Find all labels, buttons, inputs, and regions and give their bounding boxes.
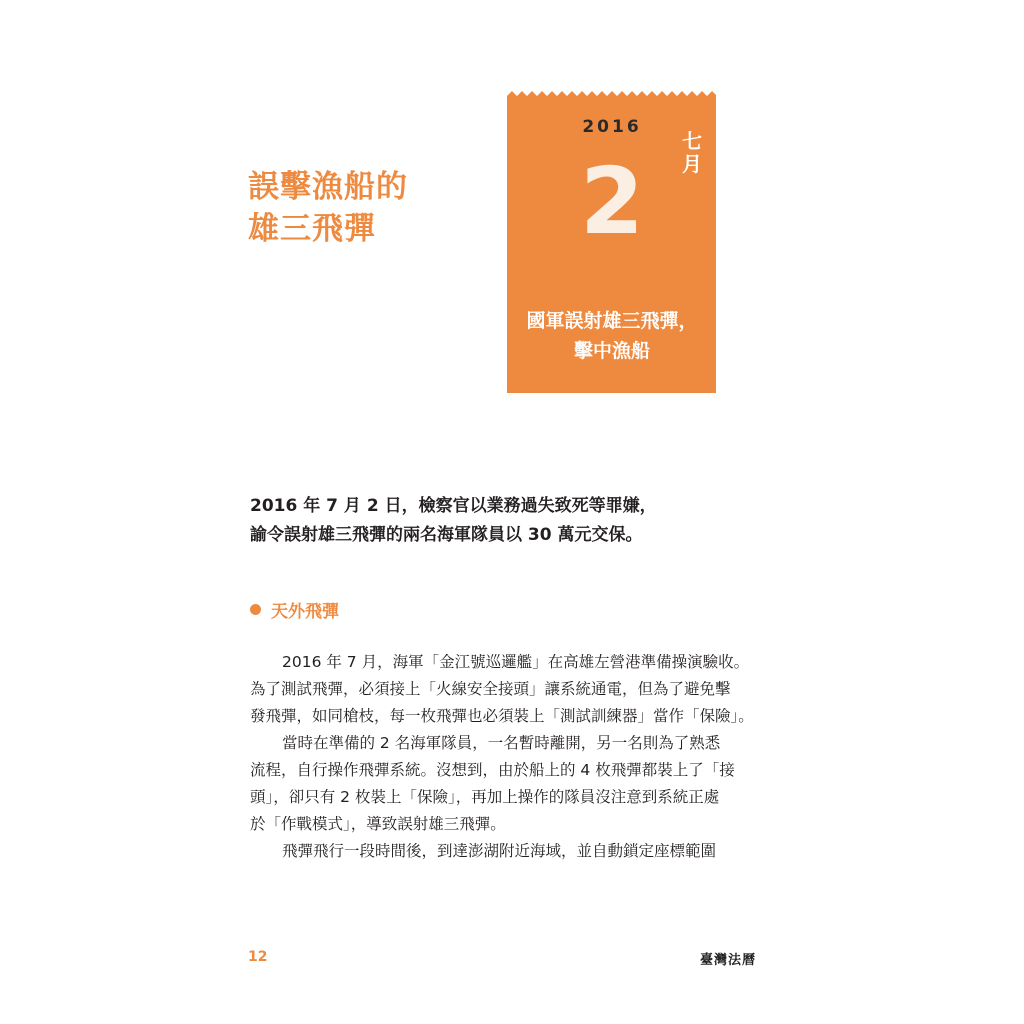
calendar-page bbox=[507, 90, 716, 393]
calendar-event bbox=[507, 306, 717, 366]
calendar-month-char-2: 月 bbox=[682, 152, 702, 176]
calendar-event-line-2: 擊中漁船 bbox=[573, 340, 650, 362]
body-text bbox=[250, 649, 762, 865]
book-title: 臺灣法曆 bbox=[700, 953, 757, 968]
page-number: 12 bbox=[248, 949, 268, 965]
calendar-year: 2016 bbox=[582, 117, 642, 137]
chapter-title bbox=[248, 166, 478, 250]
body-line-7: 於「作戰模式」，導致誤射雄三飛彈。 bbox=[250, 815, 506, 833]
calendar-day: 2 bbox=[579, 148, 644, 255]
body-line-5: 流程，自行操作飛彈系統。沒想到，由於船上的 4 枚飛彈都裝上了「接 bbox=[250, 761, 735, 779]
summary-line-2: 諭令誤射雄三飛彈的兩名海軍隊員以 30 萬元交保。 bbox=[250, 525, 643, 545]
body-line-6: 頭」，卻只有 2 枚裝上「保險」，再加上操作的隊員沒注意到系統正處 bbox=[250, 788, 720, 806]
body-line-3: 發飛彈，如同槍枝，每一枚飛彈也必須裝上「測試訓練器」當作「保險」。 bbox=[250, 707, 754, 725]
chapter-title-line-2: 雄三飛彈 bbox=[248, 211, 376, 247]
body-line-1: 2016 年 7 月，海軍「金江號巡邏艦」在高雄左營港準備操演驗收。 bbox=[282, 653, 750, 671]
calendar-event-line-1: 國軍誤射雄三飛彈， bbox=[526, 310, 698, 332]
body-line-2: 為了測試飛彈，必須接上「火線安全接頭」讓系統通電，但為了避免擊 bbox=[250, 680, 731, 698]
summary-paragraph bbox=[250, 492, 770, 550]
chapter-title-line-1: 誤擊漁船的 bbox=[248, 169, 408, 205]
summary-line-1: 2016 年 7 月 2 日，檢察官以業務過失致死等罪嫌， bbox=[250, 496, 657, 516]
section-title: 天外飛彈 bbox=[271, 601, 339, 622]
body-line-4: 當時在準備的 2 名海軍隊員，一名暫時離開，另一名則為了熟悉 bbox=[282, 734, 721, 752]
calendar-month-char-1: 七 bbox=[682, 129, 702, 153]
section-heading bbox=[250, 597, 339, 621]
body-line-8: 飛彈飛行一段時間後，到達澎湖附近海域，並自動鎖定座標範圍 bbox=[282, 842, 717, 860]
bullet-dot-icon bbox=[250, 604, 261, 615]
